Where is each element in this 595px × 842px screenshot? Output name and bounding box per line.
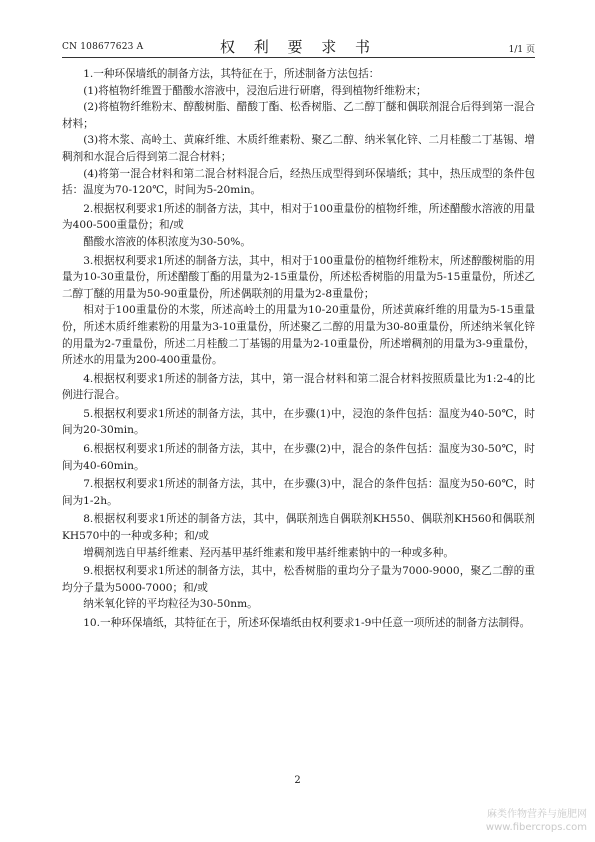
claim-4: 4.根据权利要求1所述的制备方法，其中，第一混合材料和第二混合材料按照质量比为1:2-4的比例进行混合。 <box>62 372 535 402</box>
claim-7: 7.根据权利要求1所述的制备方法，其中，在步骤(3)中，混合的条件包括：温度为50-60℃，时间为1-2h。 <box>62 478 535 507</box>
claim-3: 3.根据权利要求1所述的制备方法，其中，相对于100重量份的植物纤维粉末，所述醇酸树脂的用量为10-30重量份，所述醋酸丁酯的用量为2-15重量份，所述松香树脂的用量为5-15重量份，所述乙二醇丁醚的用量为50-90重量份，所述偶联剂的用量为2-8重量份； <box>62 254 535 300</box>
claim-1-step-3: (3)将木浆、高岭土、黄麻纤维、木质纤维素粉、聚乙二醇、纳米氧化锌、二月桂酸二丁基锡、增稠剂和水混合后得到第二混合材料； <box>62 134 535 163</box>
page-counter: 1/1 页 <box>508 45 535 55</box>
site-watermark <box>486 808 587 834</box>
patent-number: CN 108677623 A <box>62 42 144 52</box>
claim-2: 2.根据权利要求1所述的制备方法，其中，相对于100重量份的植物纤维，所述醋酸水溶液的用量为400-500重量份；和/或 <box>62 202 535 232</box>
claim-1-step-1: (1)将植物纤维置于醋酸水溶液中，浸泡后进行研磨，得到植物纤维粉末； <box>83 84 427 97</box>
claim-5: 5.根据权利要求1所述的制备方法，其中，在步骤(1)中，浸泡的条件包括：温度为40-50℃，时间为20-30min。 <box>62 407 535 437</box>
claim-1-intro: 1.一种环保墙纸的制备方法，其特征在于，所述制备方法包括： <box>83 68 380 80</box>
claim-1-step-2: (2)将植物纤维粉末、醇酸树脂、醋酸丁酯、松香树脂、乙二醇丁醚和偶联剂混合后得到第一混合材料； <box>62 101 535 130</box>
claim-8: 8.根据权利要求1所述的制备方法，其中，偶联剂选自偶联剂KH550、偶联剂KH560和偶联剂KH570中的一种或多种；和/或 <box>62 513 535 543</box>
claim-1-step-4: (4)将第一混合材料和第二混合材料混合后，经热压成型得到环保墙纸；其中，热压成型的条件包括：温度为70-120℃，时间为5-20min。 <box>62 167 535 197</box>
claim-2-alt: 醋酸水溶液的体积浓度为30-50%。 <box>83 235 251 248</box>
header-divider <box>62 57 535 58</box>
claim-9: 9.根据权利要求1所述的制备方法，其中，松香树脂的重均分子量为7000-9000，聚乙二醇的重均分子量为5000-7000；和/或 <box>62 565 535 594</box>
claim-8-alt: 增稠剂选自甲基纤维素、羟丙基甲基纤维素和羧甲基纤维素钠中的一种或多种。 <box>83 546 454 559</box>
claim-9-alt: 纳米氧化锌的平均粒径为30-50nm。 <box>83 598 258 611</box>
claim-3-part-2: 相对于100重量份的木浆，所述高岭土的用量为10-20重量份，所述黄麻纤维的用量为5-15重量份，所述木质纤维素粉的用量为3-10重量份，所述聚乙二醇的用量为30-80重量份，所述纳米氧化锌的用量为2-7重量份，所述二月桂酸二丁基锡的用量为2-10重量份，所述增稠剂的用量为3-9重量份，所述水的用量为200-400重量份。 <box>62 304 535 367</box>
claim-10: 10.一种环保墙纸，其特征在于，所述环保墙纸由权利要求1-9中任意一项所述的制备方法制得。 <box>83 617 531 629</box>
claims-body <box>62 66 535 632</box>
document-title: 权 利 要 求 书 <box>219 38 378 56</box>
watermark-url: www.fibercrops.com <box>485 822 587 833</box>
page-number: 2 <box>294 775 301 786</box>
watermark-site-name: 麻类作物营养与施肥网 <box>487 809 587 820</box>
claim-6: 6.根据权利要求1所述的制备方法，其中，在步骤(2)中，混合的条件包括：温度为30-50℃，时间为40-60min。 <box>62 443 535 472</box>
page-header <box>62 36 535 56</box>
